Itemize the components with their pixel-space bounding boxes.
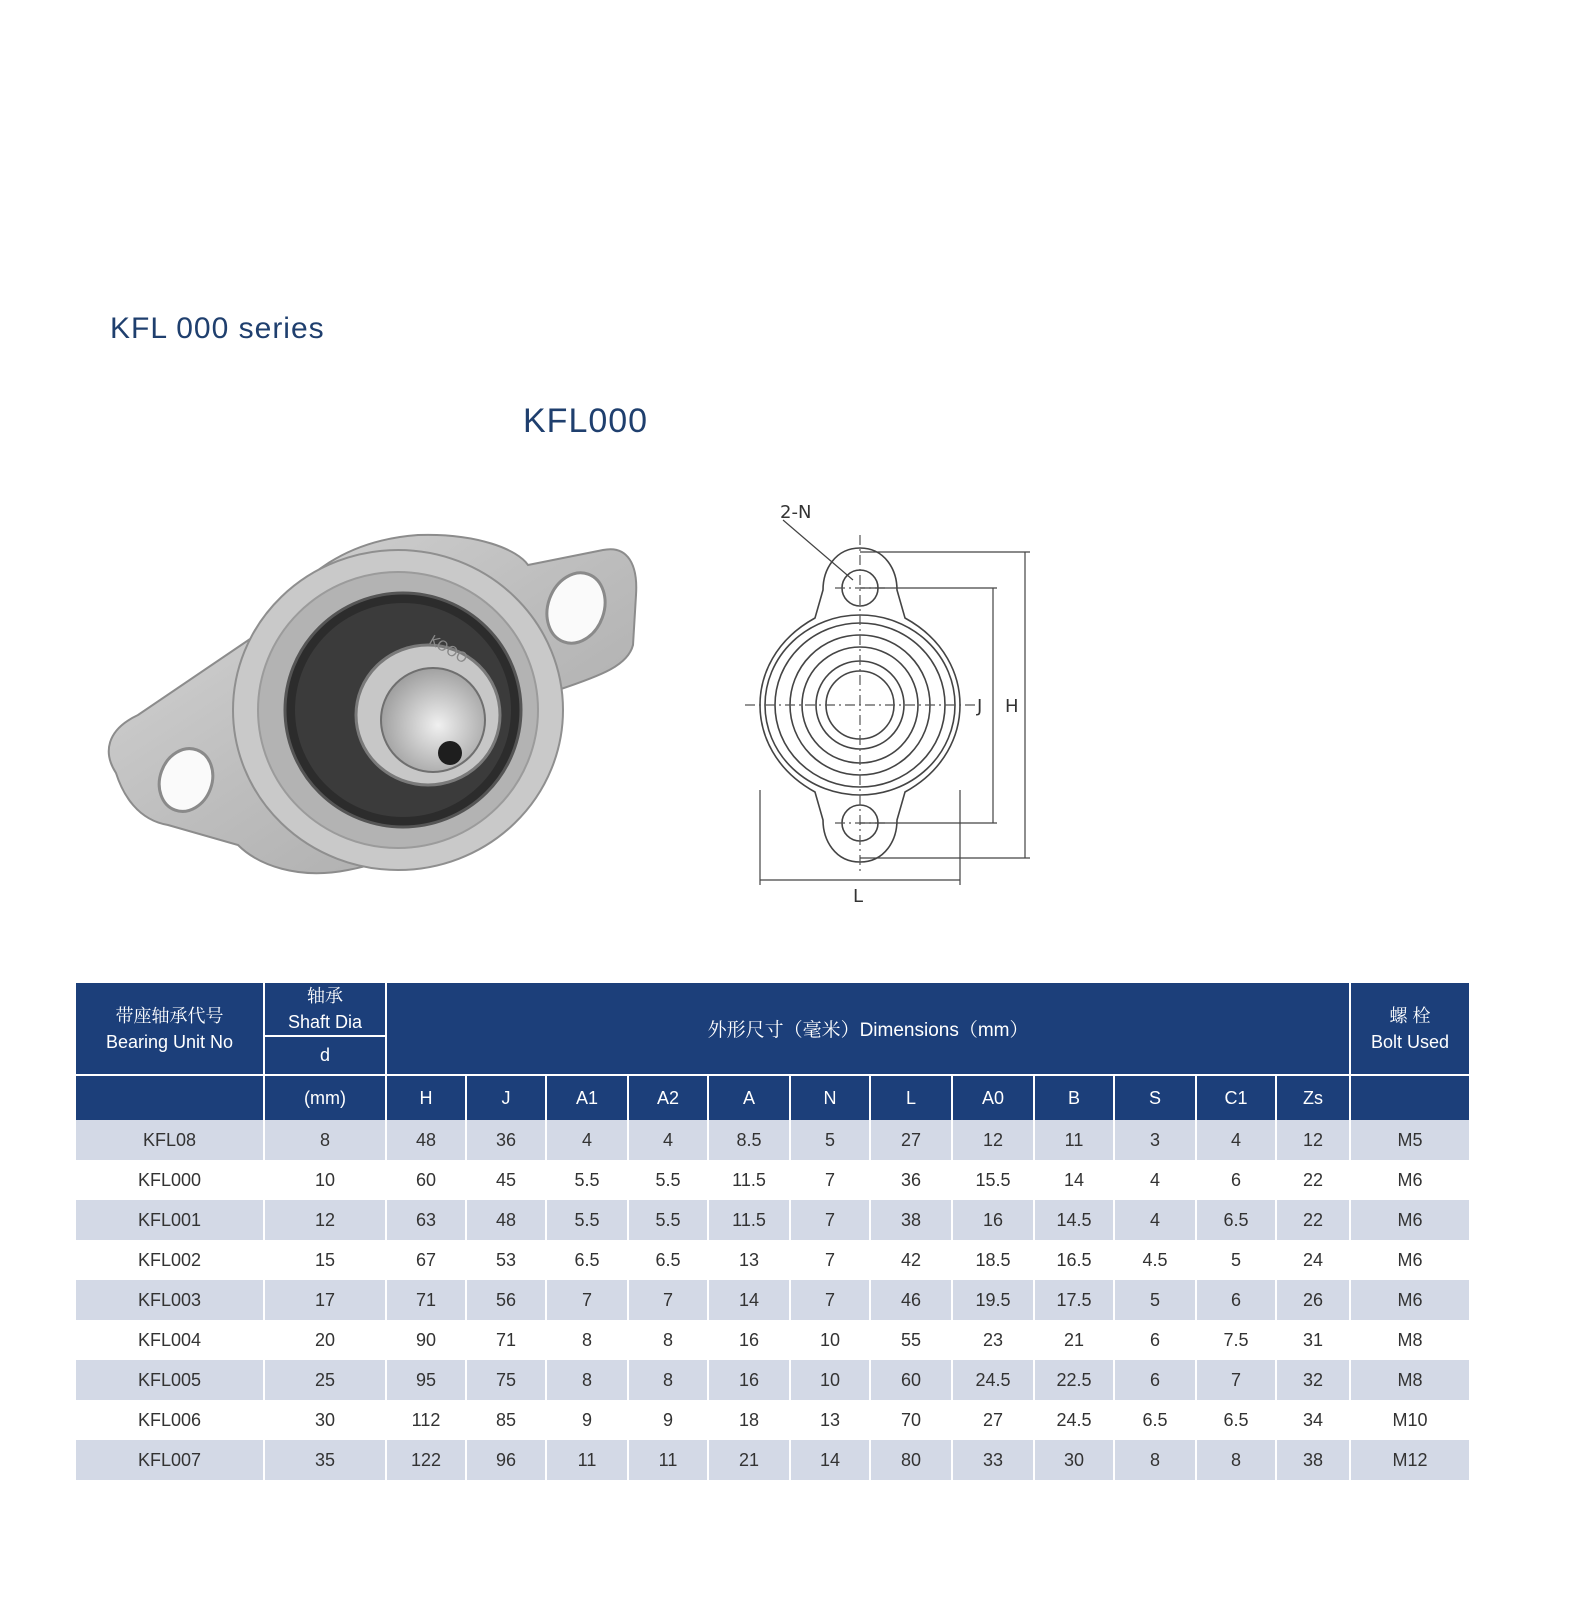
table-cell: 12	[264, 1200, 386, 1240]
table-cell: 13	[708, 1240, 790, 1280]
table-cell: 22	[1276, 1200, 1350, 1240]
table-cell: KFL004	[76, 1320, 264, 1360]
table-cell: 30	[264, 1400, 386, 1440]
header-col-s: S	[1114, 1075, 1196, 1120]
table-cell: 10	[264, 1160, 386, 1200]
table-cell: 18	[708, 1400, 790, 1440]
header-bolt-used: 螺 栓 Bolt Used	[1350, 983, 1470, 1075]
table-cell: 7	[790, 1280, 870, 1320]
table-cell: 6.5	[1196, 1400, 1276, 1440]
table-cell: 14	[790, 1440, 870, 1480]
table-cell: 24.5	[952, 1360, 1034, 1400]
table-cell: 11	[546, 1440, 628, 1480]
table-cell: 7	[546, 1280, 628, 1320]
table-cell: 4.5	[1114, 1240, 1196, 1280]
table-cell: 48	[386, 1120, 466, 1160]
table-cell: 21	[708, 1440, 790, 1480]
table-row	[76, 1440, 1470, 1480]
table-cell: KFL005	[76, 1360, 264, 1400]
header-col-n: N	[790, 1075, 870, 1120]
table-cell: 112	[386, 1400, 466, 1440]
table-cell: 4	[1196, 1120, 1276, 1160]
table-cell: 25	[264, 1360, 386, 1400]
table-cell: 5.5	[628, 1160, 708, 1200]
table-cell: 10	[790, 1320, 870, 1360]
table-cell: 8	[546, 1320, 628, 1360]
table-cell: 34	[1276, 1400, 1350, 1440]
header-col-zs: Zs	[1276, 1075, 1350, 1120]
series-title: KFL 000 series	[110, 312, 325, 345]
table-cell: 15.5	[952, 1160, 1034, 1200]
table-cell: 7	[628, 1280, 708, 1320]
table-cell: 48	[466, 1200, 546, 1240]
table-cell: KFL006	[76, 1400, 264, 1440]
table-cell: 11	[628, 1440, 708, 1480]
bearing-photo	[98, 525, 658, 895]
table-row	[76, 1280, 1470, 1320]
table-cell: 95	[386, 1360, 466, 1400]
table-cell: 8	[1196, 1440, 1276, 1480]
table-cell: 18.5	[952, 1240, 1034, 1280]
table-cell: 6	[1114, 1360, 1196, 1400]
table-cell: 30	[1034, 1440, 1114, 1480]
table-cell: 8	[264, 1120, 386, 1160]
header-shaft-symbol: d	[264, 1036, 386, 1075]
table-cell: 16	[708, 1320, 790, 1360]
table-body	[76, 1120, 1470, 1480]
table-cell: 6.5	[628, 1240, 708, 1280]
table-cell: M6	[1350, 1240, 1470, 1280]
header-col-l: L	[870, 1075, 952, 1120]
table-cell: 24.5	[1034, 1400, 1114, 1440]
table-cell: 71	[386, 1280, 466, 1320]
table-cell: M12	[1350, 1440, 1470, 1480]
header-dimensions: 外形尺寸（毫米）Dimensions（mm）	[386, 983, 1350, 1075]
table-cell: 8	[628, 1320, 708, 1360]
table-cell: 36	[466, 1120, 546, 1160]
table-cell: 6	[1196, 1280, 1276, 1320]
table-cell: 46	[870, 1280, 952, 1320]
table-cell: 4	[546, 1120, 628, 1160]
table-cell: 27	[870, 1120, 952, 1160]
table-cell: 11.5	[708, 1160, 790, 1200]
header-col-a2: A2	[628, 1075, 708, 1120]
table-cell: M6	[1350, 1200, 1470, 1240]
dimensions-table	[76, 983, 1471, 1480]
header-shaft-unit: (mm)	[264, 1075, 386, 1120]
label-h: H	[1005, 696, 1019, 717]
table-cell: 5	[790, 1120, 870, 1160]
table-row	[76, 1120, 1470, 1160]
table-cell: 90	[386, 1320, 466, 1360]
table-cell: 11.5	[708, 1200, 790, 1240]
table-cell: 8	[546, 1360, 628, 1400]
header-col-a: A	[708, 1075, 790, 1120]
table-cell: 7.5	[1196, 1320, 1276, 1360]
table-row	[76, 1160, 1470, 1200]
header-bearing-unit: 带座轴承代号 Bearing Unit No	[76, 983, 264, 1075]
table-cell: 5.5	[546, 1200, 628, 1240]
table-cell: M8	[1350, 1360, 1470, 1400]
table-cell: 9	[628, 1400, 708, 1440]
label-l: L	[853, 886, 864, 907]
technical-drawing	[735, 490, 1055, 920]
table-cell: 4	[1114, 1160, 1196, 1200]
table-cell: 11	[1034, 1120, 1114, 1160]
bearing-engraving: KOOO	[426, 632, 470, 668]
model-title: KFL000	[523, 402, 649, 440]
table-cell: 9	[546, 1400, 628, 1440]
table-cell: M10	[1350, 1400, 1470, 1440]
table-cell: 33	[952, 1440, 1034, 1480]
table-cell: 16	[708, 1360, 790, 1400]
table-cell: 12	[1276, 1120, 1350, 1160]
table-cell: 8.5	[708, 1120, 790, 1160]
table-cell: 15	[264, 1240, 386, 1280]
label-j: J	[977, 696, 983, 717]
table-cell: KFL007	[76, 1440, 264, 1480]
table-cell: 3	[1114, 1120, 1196, 1160]
table-cell: 56	[466, 1280, 546, 1320]
table-cell: 31	[1276, 1320, 1350, 1360]
header-shaft-dia: 轴承 Shaft Dia	[264, 983, 386, 1036]
table-cell: 71	[466, 1320, 546, 1360]
header-col-c1: C1	[1196, 1075, 1276, 1120]
table-row	[76, 1240, 1470, 1280]
header-col-h: H	[386, 1075, 466, 1120]
table-cell: 19.5	[952, 1280, 1034, 1320]
table-cell: 14	[708, 1280, 790, 1320]
header-blank	[1350, 1075, 1470, 1120]
table-cell: 6.5	[1196, 1200, 1276, 1240]
table-cell: M6	[1350, 1160, 1470, 1200]
table-cell: 23	[952, 1320, 1034, 1360]
table-cell: 7	[1196, 1360, 1276, 1400]
table-cell: 55	[870, 1320, 952, 1360]
table-cell: 7	[790, 1200, 870, 1240]
table-cell: KFL002	[76, 1240, 264, 1280]
table-cell: 38	[870, 1200, 952, 1240]
header-col-j: J	[466, 1075, 546, 1120]
table-cell: KFL001	[76, 1200, 264, 1240]
table-cell: 12	[952, 1120, 1034, 1160]
header-col-a1: A1	[546, 1075, 628, 1120]
table-cell: 27	[952, 1400, 1034, 1440]
table-cell: 5	[1196, 1240, 1276, 1280]
header-blank	[76, 1075, 264, 1120]
table-cell: 75	[466, 1360, 546, 1400]
table-cell: 60	[386, 1160, 466, 1200]
table-cell: 24	[1276, 1240, 1350, 1280]
table-cell: 17	[264, 1280, 386, 1320]
table-row	[76, 1400, 1470, 1440]
table-cell: 21	[1034, 1320, 1114, 1360]
table-cell: KFL08	[76, 1120, 264, 1160]
table-cell: 7	[790, 1160, 870, 1200]
table-cell: M6	[1350, 1280, 1470, 1320]
table-cell: KFL000	[76, 1160, 264, 1200]
table-cell: 20	[264, 1320, 386, 1360]
label-2n: 2-N	[780, 502, 812, 523]
table-cell: 36	[870, 1160, 952, 1200]
table-cell: 14	[1034, 1160, 1114, 1200]
table-cell: M5	[1350, 1120, 1470, 1160]
table-cell: 63	[386, 1200, 466, 1240]
table-cell: 96	[466, 1440, 546, 1480]
table-cell: 10	[790, 1360, 870, 1400]
table-cell: 16	[952, 1200, 1034, 1240]
table-cell: 60	[870, 1360, 952, 1400]
table-cell: 13	[790, 1400, 870, 1440]
table-cell: 32	[1276, 1360, 1350, 1400]
table-cell: 4	[628, 1120, 708, 1160]
table-cell: 6	[1114, 1320, 1196, 1360]
table-cell: 35	[264, 1440, 386, 1480]
table-cell: 5.5	[546, 1160, 628, 1200]
table-cell: 7	[790, 1240, 870, 1280]
table-row	[76, 1320, 1470, 1360]
table-cell: 4	[1114, 1200, 1196, 1240]
table-cell: 5.5	[628, 1200, 708, 1240]
table-cell: 26	[1276, 1280, 1350, 1320]
table-cell: 38	[1276, 1440, 1350, 1480]
table-cell: 6	[1196, 1160, 1276, 1200]
table-cell: 53	[466, 1240, 546, 1280]
table-cell: 42	[870, 1240, 952, 1280]
header-col-a0: A0	[952, 1075, 1034, 1120]
table-cell: M8	[1350, 1320, 1470, 1360]
header-col-b: B	[1034, 1075, 1114, 1120]
table-cell: 67	[386, 1240, 466, 1280]
table-cell: 8	[1114, 1440, 1196, 1480]
table-cell: 45	[466, 1160, 546, 1200]
table-cell: 6.5	[1114, 1400, 1196, 1440]
table-cell: 122	[386, 1440, 466, 1480]
table-cell: KFL003	[76, 1280, 264, 1320]
table-cell: 85	[466, 1400, 546, 1440]
table-cell: 22.5	[1034, 1360, 1114, 1400]
table-cell: 14.5	[1034, 1200, 1114, 1240]
table-cell: 70	[870, 1400, 952, 1440]
table-cell: 6.5	[546, 1240, 628, 1280]
table-cell: 8	[628, 1360, 708, 1400]
table-cell: 5	[1114, 1280, 1196, 1320]
table-cell: 22	[1276, 1160, 1350, 1200]
table-cell: 17.5	[1034, 1280, 1114, 1320]
table-row	[76, 1360, 1470, 1400]
table-cell: 16.5	[1034, 1240, 1114, 1280]
table-row	[76, 1200, 1470, 1240]
table-cell: 80	[870, 1440, 952, 1480]
